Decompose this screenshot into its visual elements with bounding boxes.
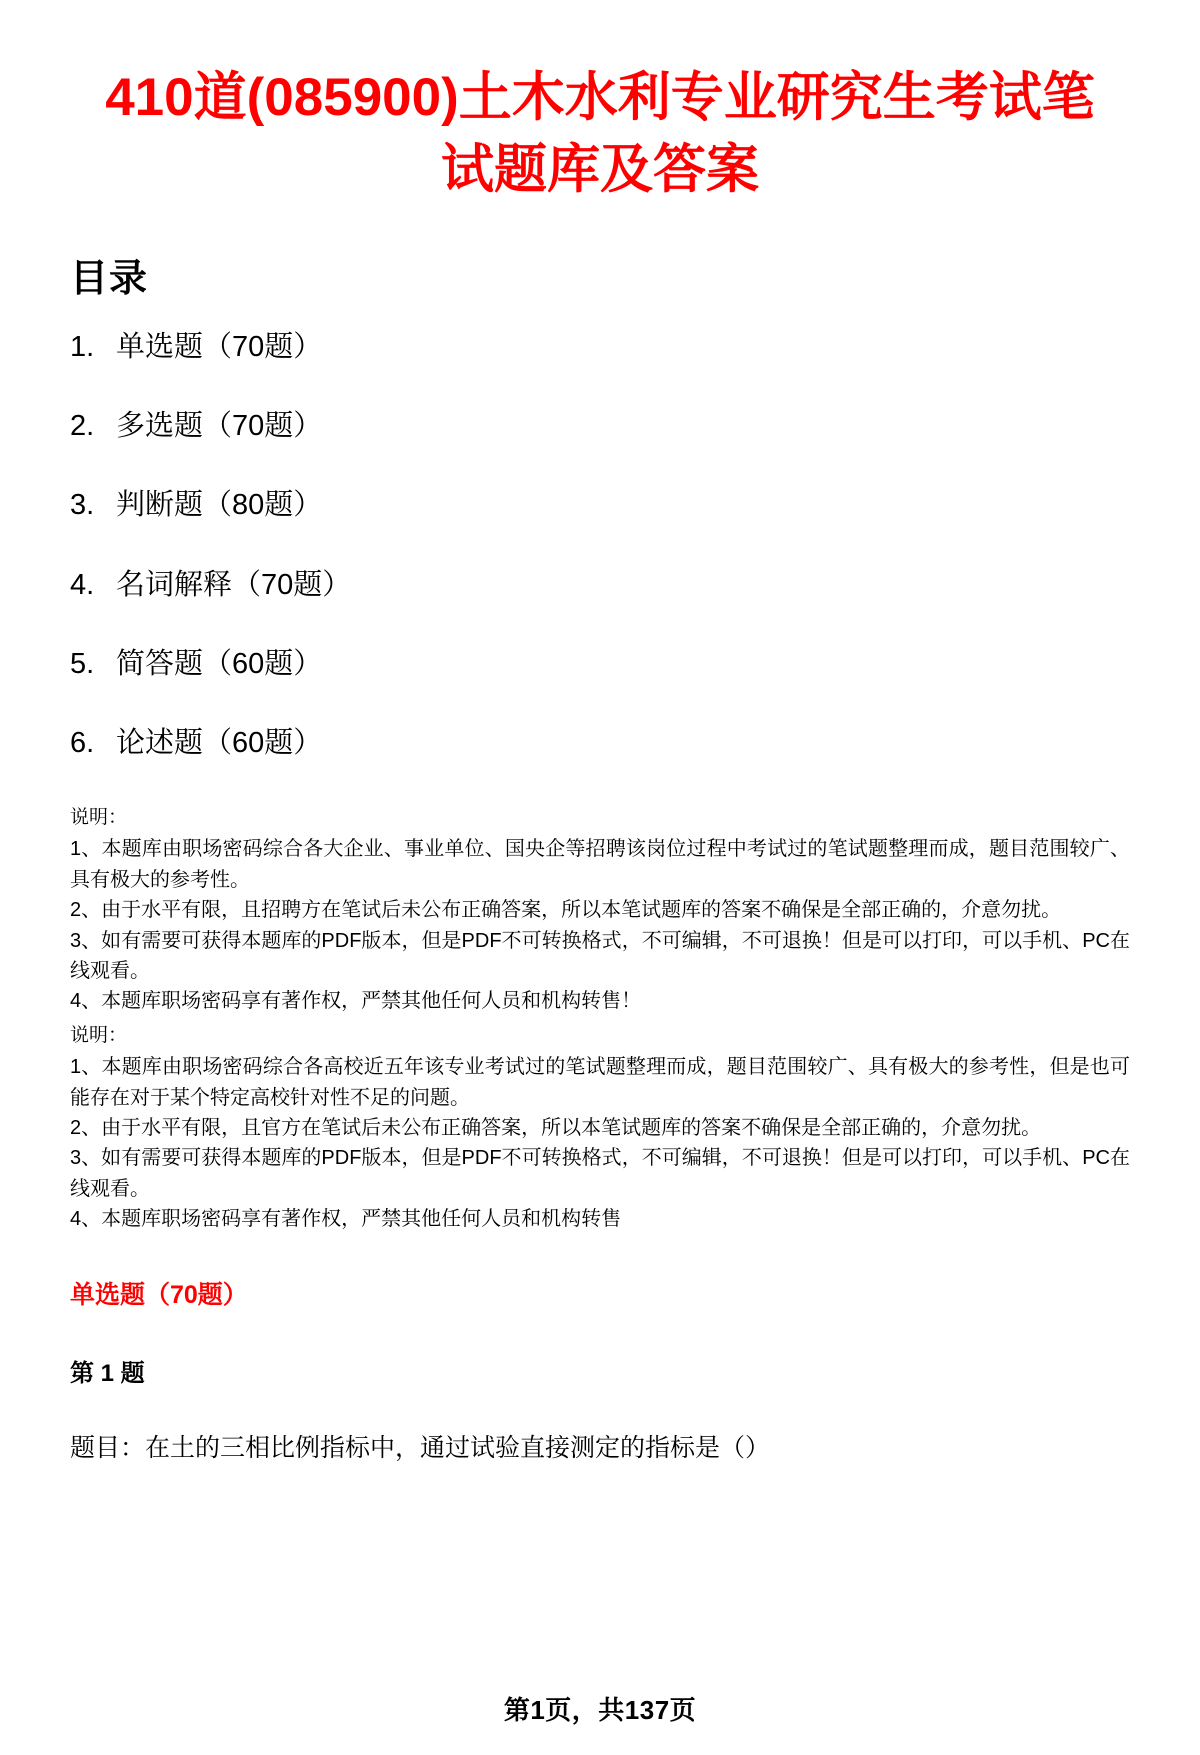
toc-item-number: 4.: [70, 568, 95, 601]
page-footer: 第1页，共137页: [503, 1695, 697, 1725]
section-title: 单选题（70题）: [70, 1280, 248, 1309]
list-item[interactable]: [70, 566, 1130, 605]
list-item[interactable]: [70, 486, 1130, 525]
page-title: 410道(085900)土木水利专业研究生考试笔试题库及答案: [105, 68, 1095, 199]
list-item[interactable]: [70, 724, 1130, 763]
toc-item-number: 5.: [70, 647, 95, 680]
note-line: 4、本题库职场密码享有著作权，严禁其他任何人员和机构转售！: [70, 990, 642, 1013]
table-of-contents: [70, 328, 1130, 763]
notes-heading: 说明：: [70, 1024, 128, 1046]
notes-block-one: [70, 803, 1130, 1017]
note-line: 3、如有需要可获得本题库的PDF版本，但是PDF不可转换格式，不可编辑，不可退换！但是可以打印，可以手机、PC在线观看。: [70, 1147, 1130, 1200]
toc-item-label: 多选题（70题）: [116, 410, 323, 443]
list-item[interactable]: [70, 328, 1130, 367]
note-line: 4、本题库职场密码享有著作权，严禁其他任何人员和机构转售: [70, 1208, 622, 1231]
toc-item-label: 名词解释（70题）: [116, 568, 352, 601]
toc-item-label: 论述题（60题）: [116, 726, 323, 759]
toc-item-label: 简答题（60题）: [116, 647, 323, 680]
toc-item-label: 单选题（70题）: [116, 331, 323, 364]
question-number: 第 1 题: [70, 1359, 145, 1387]
toc-item-number: 2.: [70, 410, 95, 443]
toc-item-label: 判断题（80题）: [116, 489, 323, 522]
toc-item-number: 6.: [70, 726, 95, 759]
toc-item-number: 3.: [70, 489, 95, 522]
note-line: 2、由于水平有限，且招聘方在笔试后未公布正确答案，所以本笔试题库的答案不确保是全部正确的，介意勿扰。: [70, 899, 1062, 922]
list-item[interactable]: [70, 407, 1130, 446]
note-line: 1、本题库由职场密码综合各大企业、事业单位、国央企等招聘该岗位过程中考试过的笔试题整理而成，题目范围较广、具有极大的参考性。: [70, 838, 1130, 891]
note-line: 3、如有需要可获得本题库的PDF版本，但是PDF不可转换格式，不可编辑，不可退换！但是可以打印，可以手机、PC在线观看。: [70, 929, 1130, 982]
notes-heading: 说明：: [70, 806, 128, 828]
toc-heading: 目录: [70, 258, 149, 301]
list-item[interactable]: [70, 645, 1130, 684]
notes-block-two: [70, 1021, 1130, 1235]
question-text: 题目：在土的三相比例指标中，通过试验直接测定的指标是（）: [70, 1433, 771, 1462]
notes-section: [70, 803, 1130, 1235]
note-line: 2、由于水平有限，且官方在笔试后未公布正确答案，所以本笔试题库的答案不确保是全部正确的，介意勿扰。: [70, 1116, 1042, 1139]
note-line: 1、本题库由职场密码综合各高校近五年该专业考试过的笔试题整理而成，题目范围较广、具有极大的参考性，但是也可能存在对于某个特定高校针对性不足的问题。: [70, 1056, 1130, 1109]
toc-item-number: 1.: [70, 331, 95, 364]
